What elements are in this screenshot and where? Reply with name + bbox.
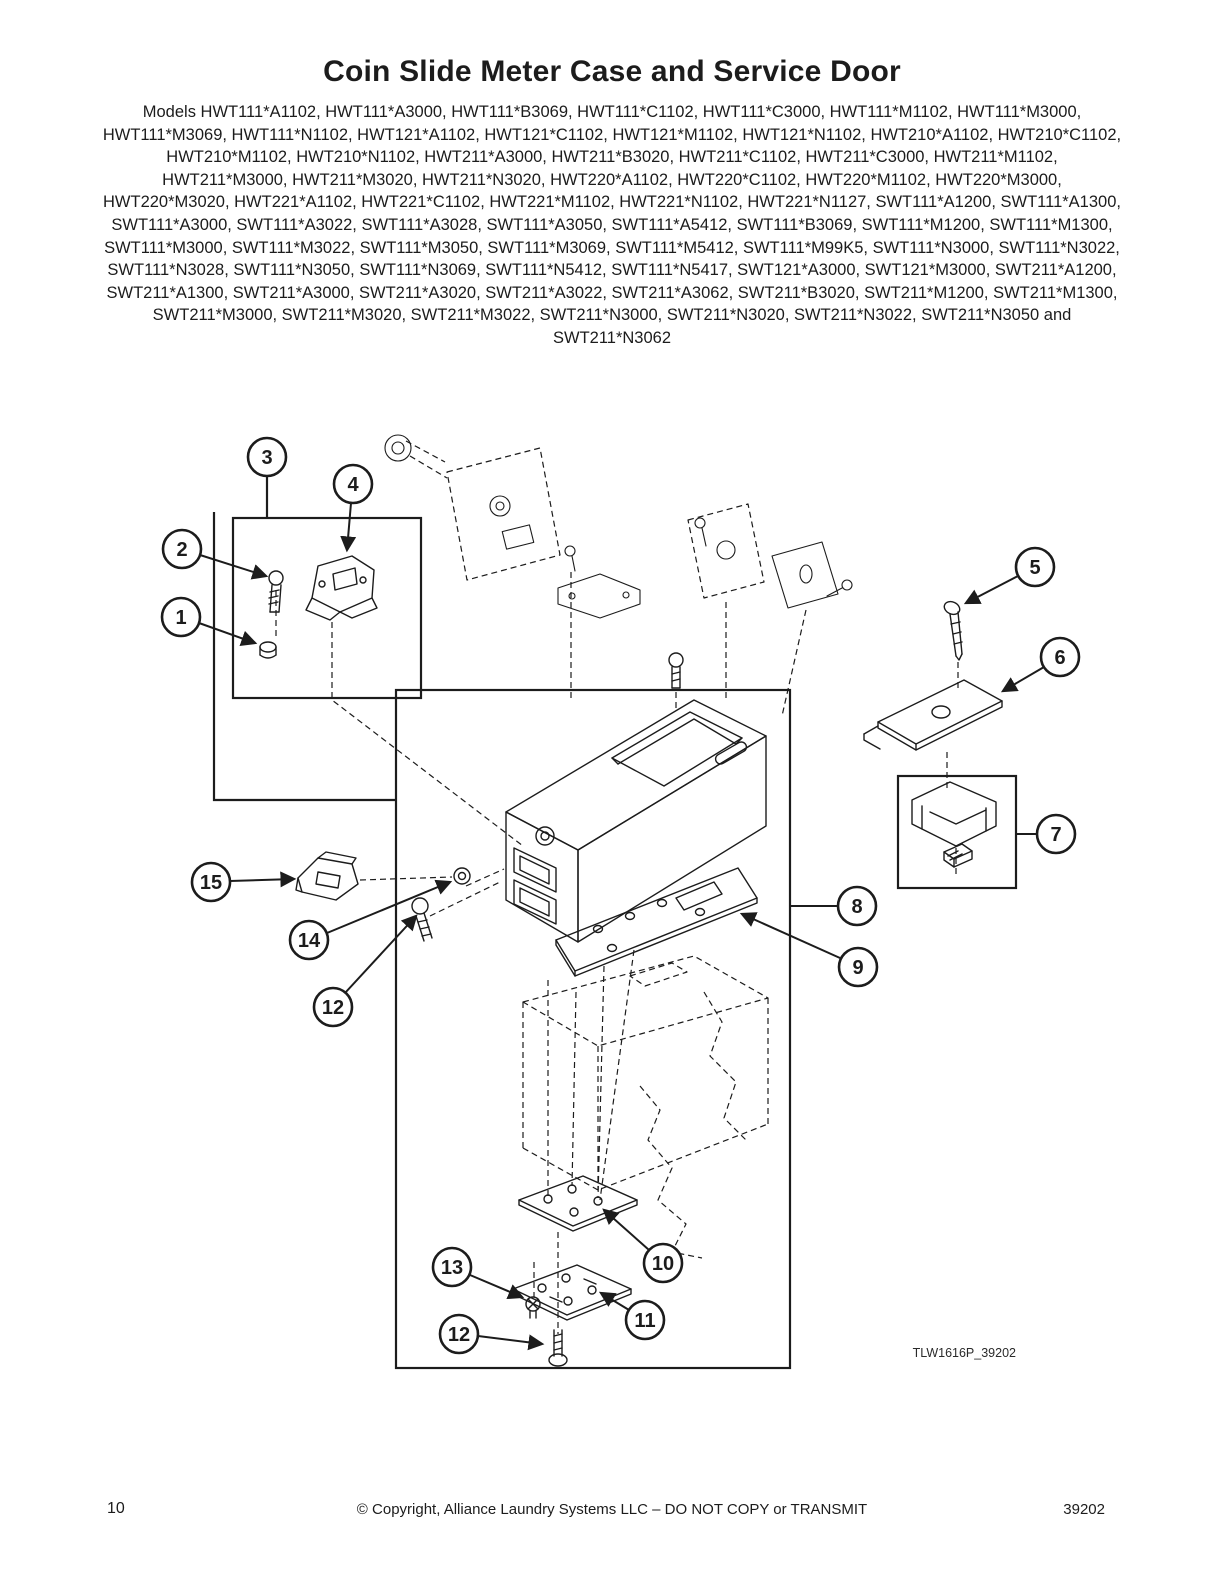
- callout-15: [192, 863, 230, 901]
- callout-8: [838, 887, 876, 925]
- copyright-text: © Copyright, Alliance Laundry Systems LLC – DO NOT COPY or TRANSMIT: [356, 1501, 868, 1518]
- svg-text:14: 14: [297, 930, 321, 952]
- callout-11: [626, 1301, 664, 1339]
- page-number: 10: [107, 1500, 125, 1517]
- svg-text:12: 12: [447, 1324, 471, 1346]
- screw-5: [942, 599, 962, 660]
- page-title: Coin Slide Meter Case and Service Door: [323, 55, 901, 88]
- callout-leader-lines: [199, 503, 1044, 1344]
- locknut-1: [260, 642, 276, 658]
- fastener-13: [526, 1297, 540, 1318]
- svg-text:4: 4: [347, 474, 359, 496]
- svg-text:6: 6: [1054, 647, 1066, 669]
- callout-14: [290, 921, 328, 959]
- screw-12-upper: [412, 898, 432, 941]
- callout-3: [248, 438, 286, 476]
- cover-plate-6: [864, 680, 1002, 750]
- callouts: [162, 438, 1079, 1353]
- svg-text:7: 7: [1050, 824, 1062, 846]
- svg-text:1: 1: [175, 607, 187, 629]
- callout-10: [644, 1244, 682, 1282]
- callout-12a: [314, 988, 352, 1026]
- svg-text:12: 12: [321, 997, 345, 1019]
- diagram-reference-code: TLW1616P_39202: [912, 1346, 1016, 1360]
- svg-text:9: 9: [852, 957, 864, 979]
- callout-6: [1041, 638, 1079, 676]
- svg-text:5: 5: [1029, 557, 1041, 579]
- svg-text:3: 3: [261, 447, 273, 469]
- mounting-plate-9: [556, 868, 757, 976]
- screw-top-case: [669, 653, 683, 688]
- bracket-7-foot: [944, 844, 972, 867]
- svg-text:8: 8: [851, 896, 863, 918]
- svg-text:10: 10: [651, 1253, 675, 1275]
- callout-5: [1016, 548, 1054, 586]
- bracket-4: [306, 556, 377, 620]
- svg-text:15: 15: [199, 872, 223, 894]
- svg-text:2: 2: [176, 539, 188, 561]
- models-list: Models HWT111*A1102, HWT111*A3000, HWT111*B3069, HWT111*C1102, HWT111*C3000, HWT111*M1102, HWT111*M3000, HWT111*M3069, HWT111*N1102, HWT121*A1102, HWT121*C1102, HWT121*M1102, HWT121*N1102, HWT210*A1102, HWT210*C1102, HWT210*M1102, HWT210*N1102, HWT211*A3000, HWT211*B3020, HWT211*C1102, HWT211*C3000, HWT211*M1102, HWT211*M3000, HWT211*M3020, HWT211*N3020, HWT220*A1102, HWT220*C1102, HWT220*M1102, HWT220*M3000, HWT220*M3020, HWT221*A1102, HWT221*C1102, HWT221*M1102, HWT221*N1102, HWT221*N1127, SWT111*A1200, SWT111*A1300, SWT111*A3000, SWT111*A3022, SWT111*A3028, SWT111*A3050, SWT111*A5412, SWT111*B3069, SWT111*M1200, SWT111*M1300, SWT111*M3000, SWT111*M3022, SWT111*M3050, SWT111*M3069, SWT111*M5412, SWT111*M99K5, SWT111*N3000, SWT111*N3022, SWT111*N3028, SWT111*N3050, SWT111*N3069, SWT111*N5412, SWT111*N5417, SWT121*A3000, SWT121*M3000, SWT211*A1200, SWT211*A1300, SWT211*A3000, SWT211*A3020, SWT211*A3022, SWT211*A3062, SWT211*B3020, SWT211*M1200, SWT211*M1300, SWT211*M3000, SWT211*M3020, SWT211*M3022, SWT211*N3000, SWT211*N3020, SWT211*N3022, SWT211*N3050 and SWT211*N3062: [102, 103, 1122, 347]
- meter-case: [506, 700, 766, 942]
- page-footer: [0, 1500, 1224, 1524]
- bracket-15: [296, 852, 358, 900]
- callout-9: [839, 948, 877, 986]
- callout-13: [433, 1248, 471, 1286]
- cabinet-top-dashed: [523, 956, 768, 1258]
- doc-number: 39202: [1063, 1501, 1105, 1518]
- svg-text:13: 13: [440, 1257, 464, 1279]
- callout-2: [163, 530, 201, 568]
- callout-7: [1037, 815, 1075, 853]
- svg-text:11: 11: [634, 1310, 656, 1332]
- callout-1: [162, 598, 200, 636]
- nut-14: [454, 868, 470, 884]
- bracket-7: [912, 782, 996, 867]
- coin-slide-mechanism: [385, 435, 852, 618]
- callout-4: [334, 465, 372, 503]
